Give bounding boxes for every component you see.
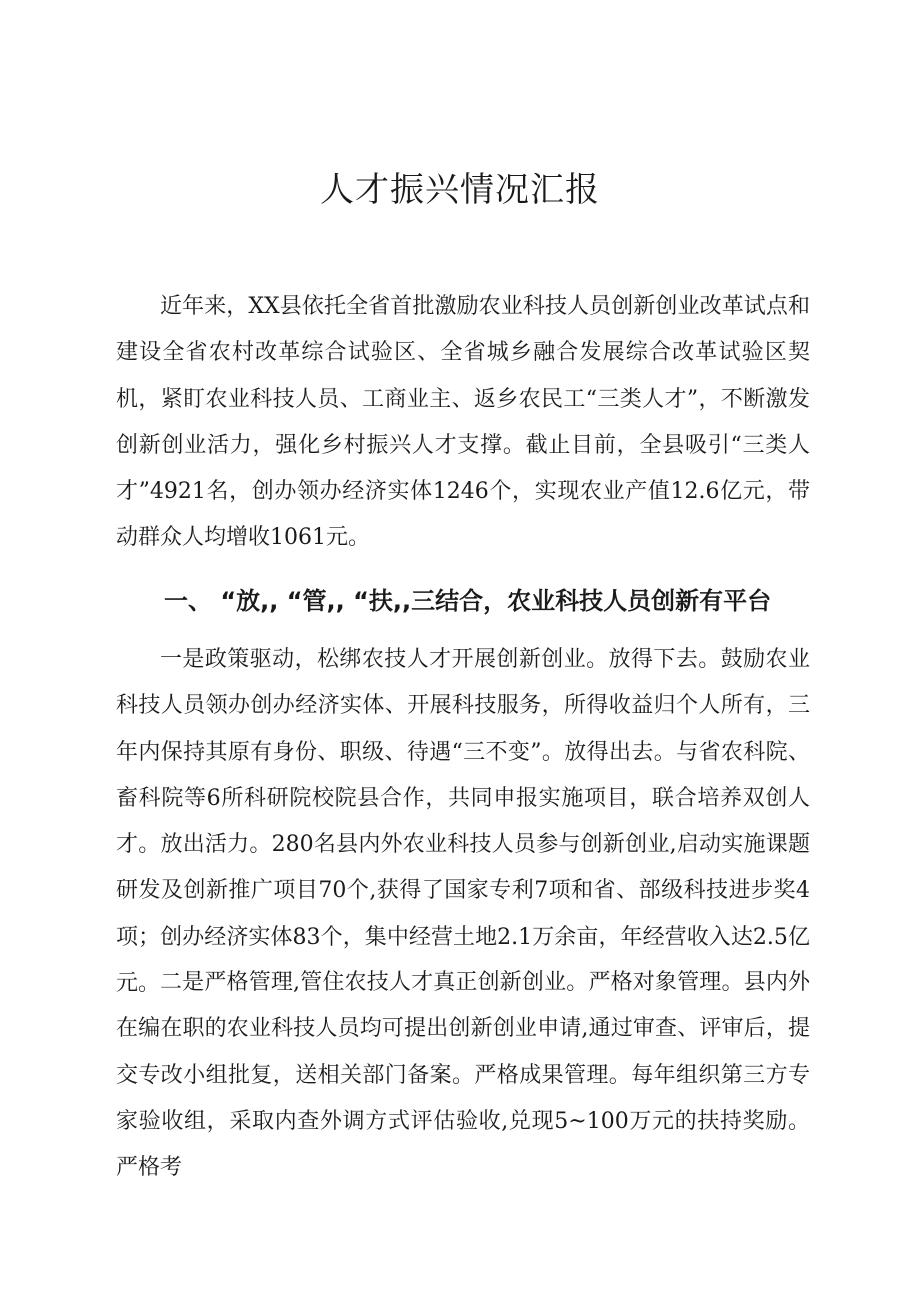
section-heading-1: 一、 “放,, “管,, “扶,,三结合，农业科技人员创新有平台 (164, 587, 772, 615)
paragraph-strict-management: 二是严格管理,管住农技人才真正创新创业。严格对象管理。县内外在编在职的农业科技人员均可提出创新创业申请,通过审查、评审后，提交专改小组批复，送相关部门备案。严格成果管理。每年组织第三方专家验收组，采取内查外调方式评估验收,兑现5~100万元的扶持奖励。严格考 (116, 970, 810, 1181)
document-title: 人才振兴情况汇报 (320, 170, 600, 210)
paragraph-intro: 近年来，XX县依托全省首批激励农业科技人员创新创业改革试点和建设全省农村改革综合试验区、全省城乡融合发展综合改革试验区契机，紧盯农业科技人员、工商业主、返乡农民工“三类人才”，不断激发创新创业活力，强化乡村振兴人才支撑。截止目前，全县吸引“三类人才”4921名，创办领办经济实体1246个，实现农业产值12.6亿元，带动群众人均增收1061元。 (116, 294, 810, 551)
paragraph-policy-drive: 一是政策驱动，松绑农技人才开展创新创业。放得下去。鼓励农业科技人员领办创办经济实体、开展科技服务，所得收益归个人所有，三年内保持其原有身份、职级、待遇“三不变”。放得出去。与省农科院、畜科院等6所科研院校院县合作，共同申报实施项目，联合培养双创人才。放出活力。280名县内外农业科技人员参与创新创业,启动实施课题研发及创新推广项目70个,获得了国家专利7项和省、部级科技进步奖4项；创办经济实体83个，集中经营土地2.1万余亩，年经营收入达2.5亿元。 (116, 647, 810, 997)
